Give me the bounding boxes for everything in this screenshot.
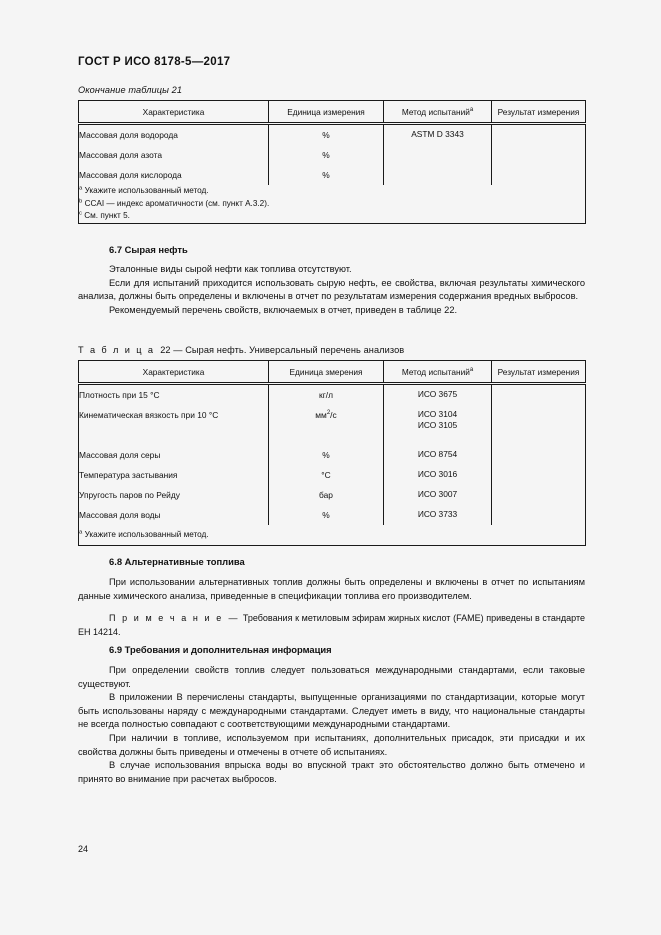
table22-footnotes-row (79, 525, 586, 546)
table22-cell-method: ИСО 3016 (384, 465, 492, 485)
section-6-9 (78, 644, 585, 786)
table22-cell-name: Кинематическая вязкость при 10 °С (79, 405, 269, 425)
table22-cell-method: ИСО 8754 (384, 445, 492, 465)
footnote-line (79, 185, 585, 198)
table22-cell-result (492, 445, 586, 465)
section-6-7-paragraph-3: Рекомендуемый перечень свойств, включаемых в отчет, приведен в таблице 22. (109, 304, 458, 315)
table21-footnotes-row (79, 185, 586, 224)
table22-cell-result (492, 465, 586, 485)
table21-col-result: Результат измерения (492, 101, 586, 124)
table22-col-method-footnote-marker: a (469, 366, 474, 373)
section-6-9-heading: 6.9 Требования и дополнительная информация (109, 644, 332, 655)
table22-caption (78, 345, 585, 355)
table22-cell-method: ИСО 3675 (384, 384, 492, 406)
unit-base: мм (315, 410, 327, 420)
table21-block (78, 85, 585, 224)
table22-cell-unit: % (269, 505, 384, 525)
section-6-9-paragraph-4: В случае использования впрыска воды во впускной тракт это обстоятельство должно быть отмечено и принято во внимание при расчетах выбросов. (78, 760, 585, 784)
table22-footnotes (79, 525, 586, 546)
table21-col-method-label: Метод испытаний (401, 106, 470, 117)
table22-cell-result (492, 505, 586, 525)
table21-cell-method (384, 165, 492, 185)
table22-col-result: Результат измерения (492, 361, 586, 384)
table-row (79, 485, 586, 505)
table22-cell-unit: бар (269, 485, 384, 505)
table22-cell-result (492, 405, 586, 445)
table22-caption-rest: 22 — Сырая нефть. Универсальный перечень анализов (160, 345, 405, 355)
table22-cell-unit: °С (269, 465, 384, 485)
table22-cell-unit (269, 405, 384, 425)
footnote-line (79, 529, 585, 542)
table22-col-characteristic: Характеристика (79, 361, 269, 384)
section-6-9-paragraph-1: При определении свойств топлив следует пользоваться международными стандартами, если таковые существуют. (78, 665, 585, 689)
page-number: 24 (78, 844, 89, 854)
method-line-1: ИСО 3104 (417, 409, 458, 419)
table22-block (78, 345, 585, 546)
section-6-8 (78, 556, 585, 639)
table22-col-method-label: Метод испытаний (401, 366, 470, 377)
footnote-marker: b (79, 197, 83, 204)
table-row (79, 445, 586, 465)
table21-col-unit: Единица измерения (269, 101, 384, 124)
table21-cell-method: ASTM D 3343 (384, 124, 492, 146)
table22-cell-name: Плотность при 15 °С (79, 384, 269, 406)
section-6-8-heading: 6.8 Альтернативные топлива (109, 556, 245, 567)
table21-cell-name: Массовая доля азота (79, 145, 269, 165)
section-6-7-heading: 6.7 Сырая нефть (109, 244, 188, 255)
table22-col-unit: Единица змерения (269, 361, 384, 384)
footnote-marker: a (79, 185, 83, 192)
method-line-2: ИСО 3105 (417, 420, 458, 431)
footnote-text: Укажите использованный метод. (84, 186, 209, 195)
table22-cell-result (492, 384, 586, 406)
section-6-9-paragraph-2: В приложении В перечислены стандарты, выпущенные организациями по стандартизации, которые могут быть использованы наряду с международными стандартами. Следует иметь в виду, что национальные стандарты не всегда полностью совпадают с соответствующими международными стандартами. (78, 692, 585, 730)
table21-cell-result (492, 165, 586, 185)
section-6-9-paragraph-3: При наличии в топливе, используемом при испытаниях, дополнительных присадок, эти присадки и их свойства должны быть приведены и отмечены в отчете об испытаниях. (78, 732, 585, 757)
section-6-7-paragraph-1: Эталонные виды сырой нефти как топлива отсутствуют. (109, 264, 352, 274)
document-header: ГОСТ Р ИСО 8178-5—2017 (78, 56, 231, 68)
note-dash: — (228, 613, 238, 624)
table22-cell-name: Упругость паров по Рейду (79, 485, 269, 505)
table21-cell-name: Массовая доля водорода (79, 124, 269, 146)
footnote-line (79, 210, 585, 223)
table22-cell-result (492, 485, 586, 505)
table21-col-method-footnote-marker: a (469, 106, 474, 113)
table22-cell-method: ИСО 3007 (384, 485, 492, 505)
footnote-text: CCAI — индекс ароматичности (см. пункт А.3.2). (84, 198, 270, 208)
table-row (79, 405, 586, 425)
table22-cell-name: Массовая доля серы (79, 445, 269, 465)
table22-cell-name: Массовая доля воды (79, 505, 269, 525)
table21-footnotes (79, 185, 586, 224)
unit-exponent: 2 (326, 410, 331, 417)
footnote-marker: c (79, 210, 82, 217)
table22-cell-method: ИСО 3733 (384, 505, 492, 525)
table21-cell-result (492, 124, 586, 146)
unit-tail: /с (330, 410, 337, 420)
table-row (79, 145, 586, 165)
section-6-7 (78, 244, 585, 317)
table22-cell-unit-spacer (269, 425, 384, 445)
table21 (78, 100, 586, 224)
table-row (79, 165, 586, 185)
table-row (79, 384, 586, 406)
footnote-marker: a (79, 528, 83, 535)
table21-cell-unit: % (269, 145, 384, 165)
table21-caption: Окончание таблицы 21 (78, 85, 183, 95)
footnote-text: См. пункт 5. (84, 211, 130, 221)
table21-cell-method (384, 145, 492, 165)
table22-cell-name-spacer (79, 425, 269, 445)
footnote-line (79, 198, 585, 211)
section-6-8-note (78, 612, 585, 639)
table21-cell-unit: % (269, 124, 384, 146)
table22 (78, 360, 586, 546)
table21-col-characteristic: Характеристика (79, 101, 269, 124)
footnote-text: Укажите использованный метод. (84, 529, 209, 539)
table-row (79, 505, 586, 525)
table22-cell-unit: % (269, 445, 384, 465)
table22-caption-prefix: Т а б л и ц а (78, 345, 155, 355)
table22-cell-method (384, 405, 492, 445)
table-row (79, 465, 586, 485)
table22-cell-name: Температура застывания (79, 465, 269, 485)
table21-cell-result (492, 145, 586, 165)
section-6-7-paragraph-2: Если для испытаний приходится использовать сырую нефть, ее свойства, включая результаты химического анализа, должны быть определены и включены в отчет по результатам измерения содержания вредных выбросов. (78, 277, 585, 302)
table21-cell-unit: % (269, 165, 384, 185)
note-text: Требования к метиловым эфирам жирных кислот (FAME) приведены в стандарте ЕН 14214. (78, 613, 585, 637)
table22-cell-unit: кг/л (269, 384, 384, 406)
note-label: П р и м е ч а н и е (109, 613, 224, 624)
table21-cell-name: Массовая доля кислорода (79, 165, 269, 185)
table-row (79, 124, 586, 146)
table22-col-method (384, 361, 492, 384)
table21-col-method (384, 101, 492, 124)
section-6-8-paragraph-1: При использовании альтернативных топлив должны быть определены и включены в отчет по испытаниям данные химического анализа, приведенные в спецификации топлива его производителем. (78, 577, 585, 601)
